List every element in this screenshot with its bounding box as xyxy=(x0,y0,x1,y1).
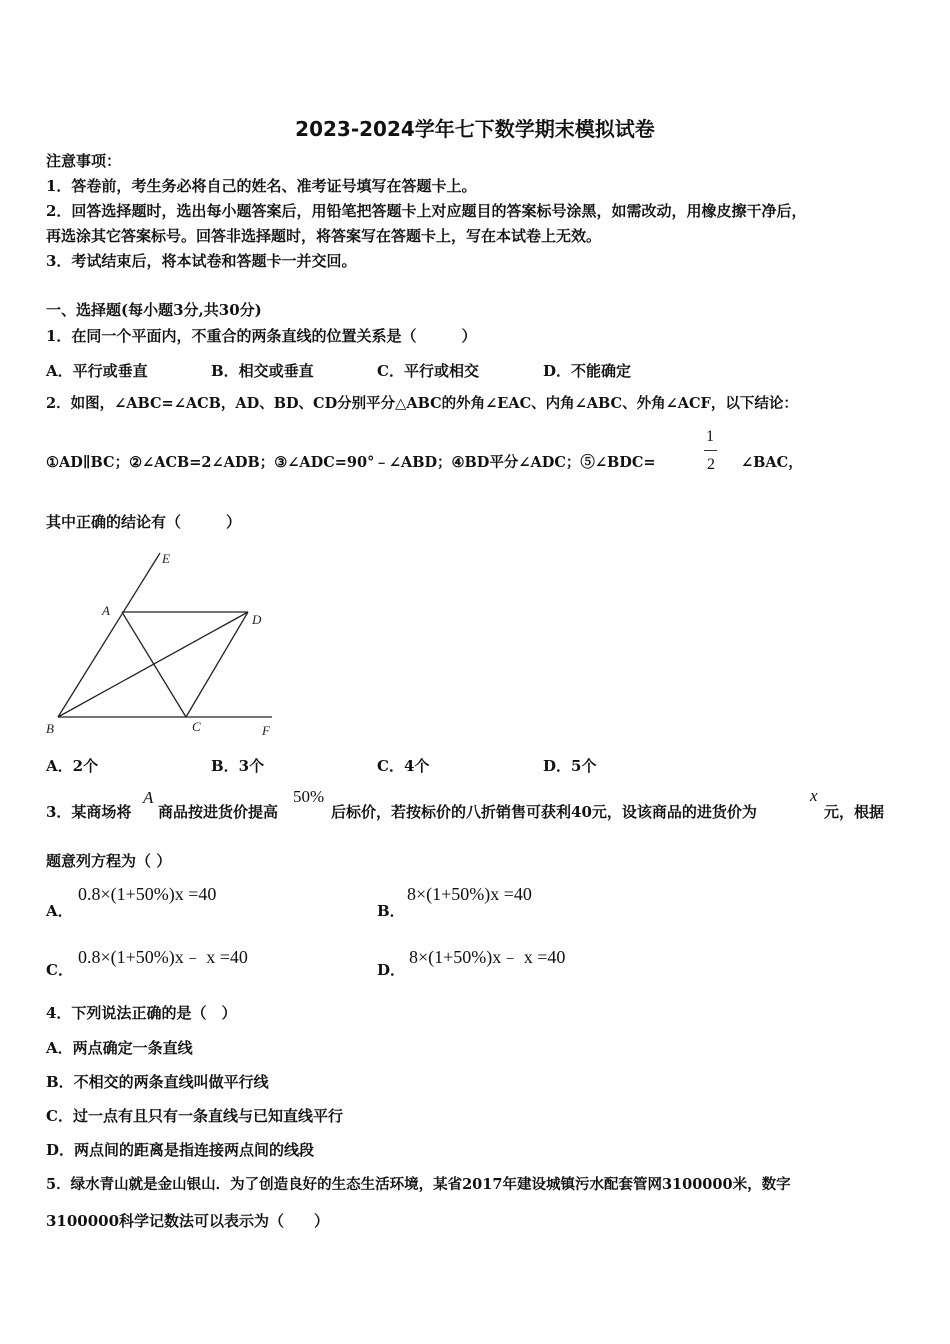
q2-prompt: 其中正确的结论有（ ） xyxy=(46,513,242,531)
q2-option-c: C．4个 xyxy=(377,757,430,775)
q3-option-a-label: A． xyxy=(46,902,73,920)
label-c: C xyxy=(192,719,201,734)
label-a: A xyxy=(102,603,110,618)
q5-stem-line2: 3100000科学记数法可以表示为（ ） xyxy=(46,1212,330,1230)
q3-stem-part3: 后标价，若按标价的八折销售可获利40元，设该商品的进货价为 xyxy=(331,803,757,821)
label-f: F xyxy=(262,723,270,738)
q4-stem: 4．下列说法正确的是（ ） xyxy=(46,1004,237,1022)
q3-stem-part5: 题意列方程为（ ） xyxy=(46,852,172,870)
q1-option-d: D．不能确定 xyxy=(543,362,632,380)
page-title: 2023-2024学年七下数学期末模拟试卷 xyxy=(295,117,655,141)
q4-option-a: A．两点确定一条直线 xyxy=(46,1039,193,1057)
ray-be xyxy=(58,553,160,717)
q5-stem-line1: 5．绿水青山就是金山银山．为了创造良好的生态生活环境，某省2017年建设城镇污水配套管网3100000米，数字 xyxy=(46,1176,791,1193)
q2-option-d: D．5个 xyxy=(543,757,597,775)
q3-stem-part1: 3．某商场将 xyxy=(46,803,132,821)
q3-var-x: x xyxy=(810,786,818,805)
q4-option-c: C．过一点有且只有一条直线与已知直线平行 xyxy=(46,1107,343,1125)
q1-option-b: B．相交或垂直 xyxy=(211,362,314,380)
label-b: B xyxy=(46,721,54,736)
q3-option-c-label: C． xyxy=(46,961,73,979)
q3-option-b-label: B． xyxy=(377,902,405,920)
q2-fraction-denominator: 2 xyxy=(707,456,715,473)
segment-cd xyxy=(186,612,248,717)
q1-option-c: C．平行或相交 xyxy=(377,362,479,380)
notice-item-3: 3．考试结束后，将本试卷和答题卡一并交回。 xyxy=(46,252,357,270)
q2-stem: 2．如图，∠ABC=∠ACB，AD、BD、CD分别平分△ABC的外角∠EAC、内角∠ABC、外角∠ACF，以下结论： xyxy=(46,395,798,412)
q3-option-b-formula: 8×(1+50%)x =40 xyxy=(407,884,532,904)
q3-var-a: A xyxy=(143,788,154,807)
notice-item-2: 2．回答选择题时，选出每小题答案后，用铅笔把答题卡上对应题目的答案标号涂黑，如需改动，用橡皮擦干净后， xyxy=(46,202,807,220)
q3-stem-part4: 元，根据 xyxy=(824,803,885,821)
q2-conclusions-end: ∠BAC， xyxy=(741,454,803,471)
q2-option-b: B．3个 xyxy=(211,757,265,775)
label-d: D xyxy=(252,612,262,627)
notice-item-1: 1．答卷前，考生务必将自己的姓名、准考证号填写在答题卡上。 xyxy=(46,177,477,195)
q2-conclusions: ①AD∥BC；②∠ACB=2∠ADB；③∠ADC=90°﹣∠ABD；④BD平分∠ADC；⑤∠BDC= xyxy=(46,454,656,471)
q2-fraction-numerator: 1 xyxy=(706,428,714,445)
section-heading: 一、选择题(每小题3分,共30分) xyxy=(46,301,262,319)
q2-geometry-figure xyxy=(40,545,285,745)
q3-option-d-formula: 8×(1+50%)x﹣ x =40 xyxy=(409,947,566,967)
q2-fraction-bar xyxy=(704,450,717,451)
q3-percent: 50% xyxy=(293,787,325,806)
q2-option-a: A．2个 xyxy=(46,757,99,775)
q1-stem: 1．在同一个平面内，不重合的两条直线的位置关系是（ ） xyxy=(46,327,477,345)
segment-bd xyxy=(58,612,248,717)
notice-heading: 注意事项： xyxy=(46,152,122,170)
q3-option-c-formula: 0.8×(1+50%)x﹣ x =40 xyxy=(78,947,248,967)
q3-option-a-formula: 0.8×(1+50%)x =40 xyxy=(78,884,217,904)
label-e: E xyxy=(162,551,170,566)
q3-option-d-label: D． xyxy=(377,961,406,979)
q3-stem-part2: 商品按进货价提高 xyxy=(158,803,279,821)
notice-item-2-cont: 再选涂其它答案标号。回答非选择题时，将答案写在答题卡上，写在本试卷上无效。 xyxy=(46,227,602,245)
segment-ac xyxy=(122,612,186,717)
q1-option-a: A．平行或垂直 xyxy=(46,362,148,380)
q4-option-b: B．不相交的两条直线叫做平行线 xyxy=(46,1073,269,1091)
q4-option-d: D．两点间的距离是指连接两点间的线段 xyxy=(46,1141,315,1159)
